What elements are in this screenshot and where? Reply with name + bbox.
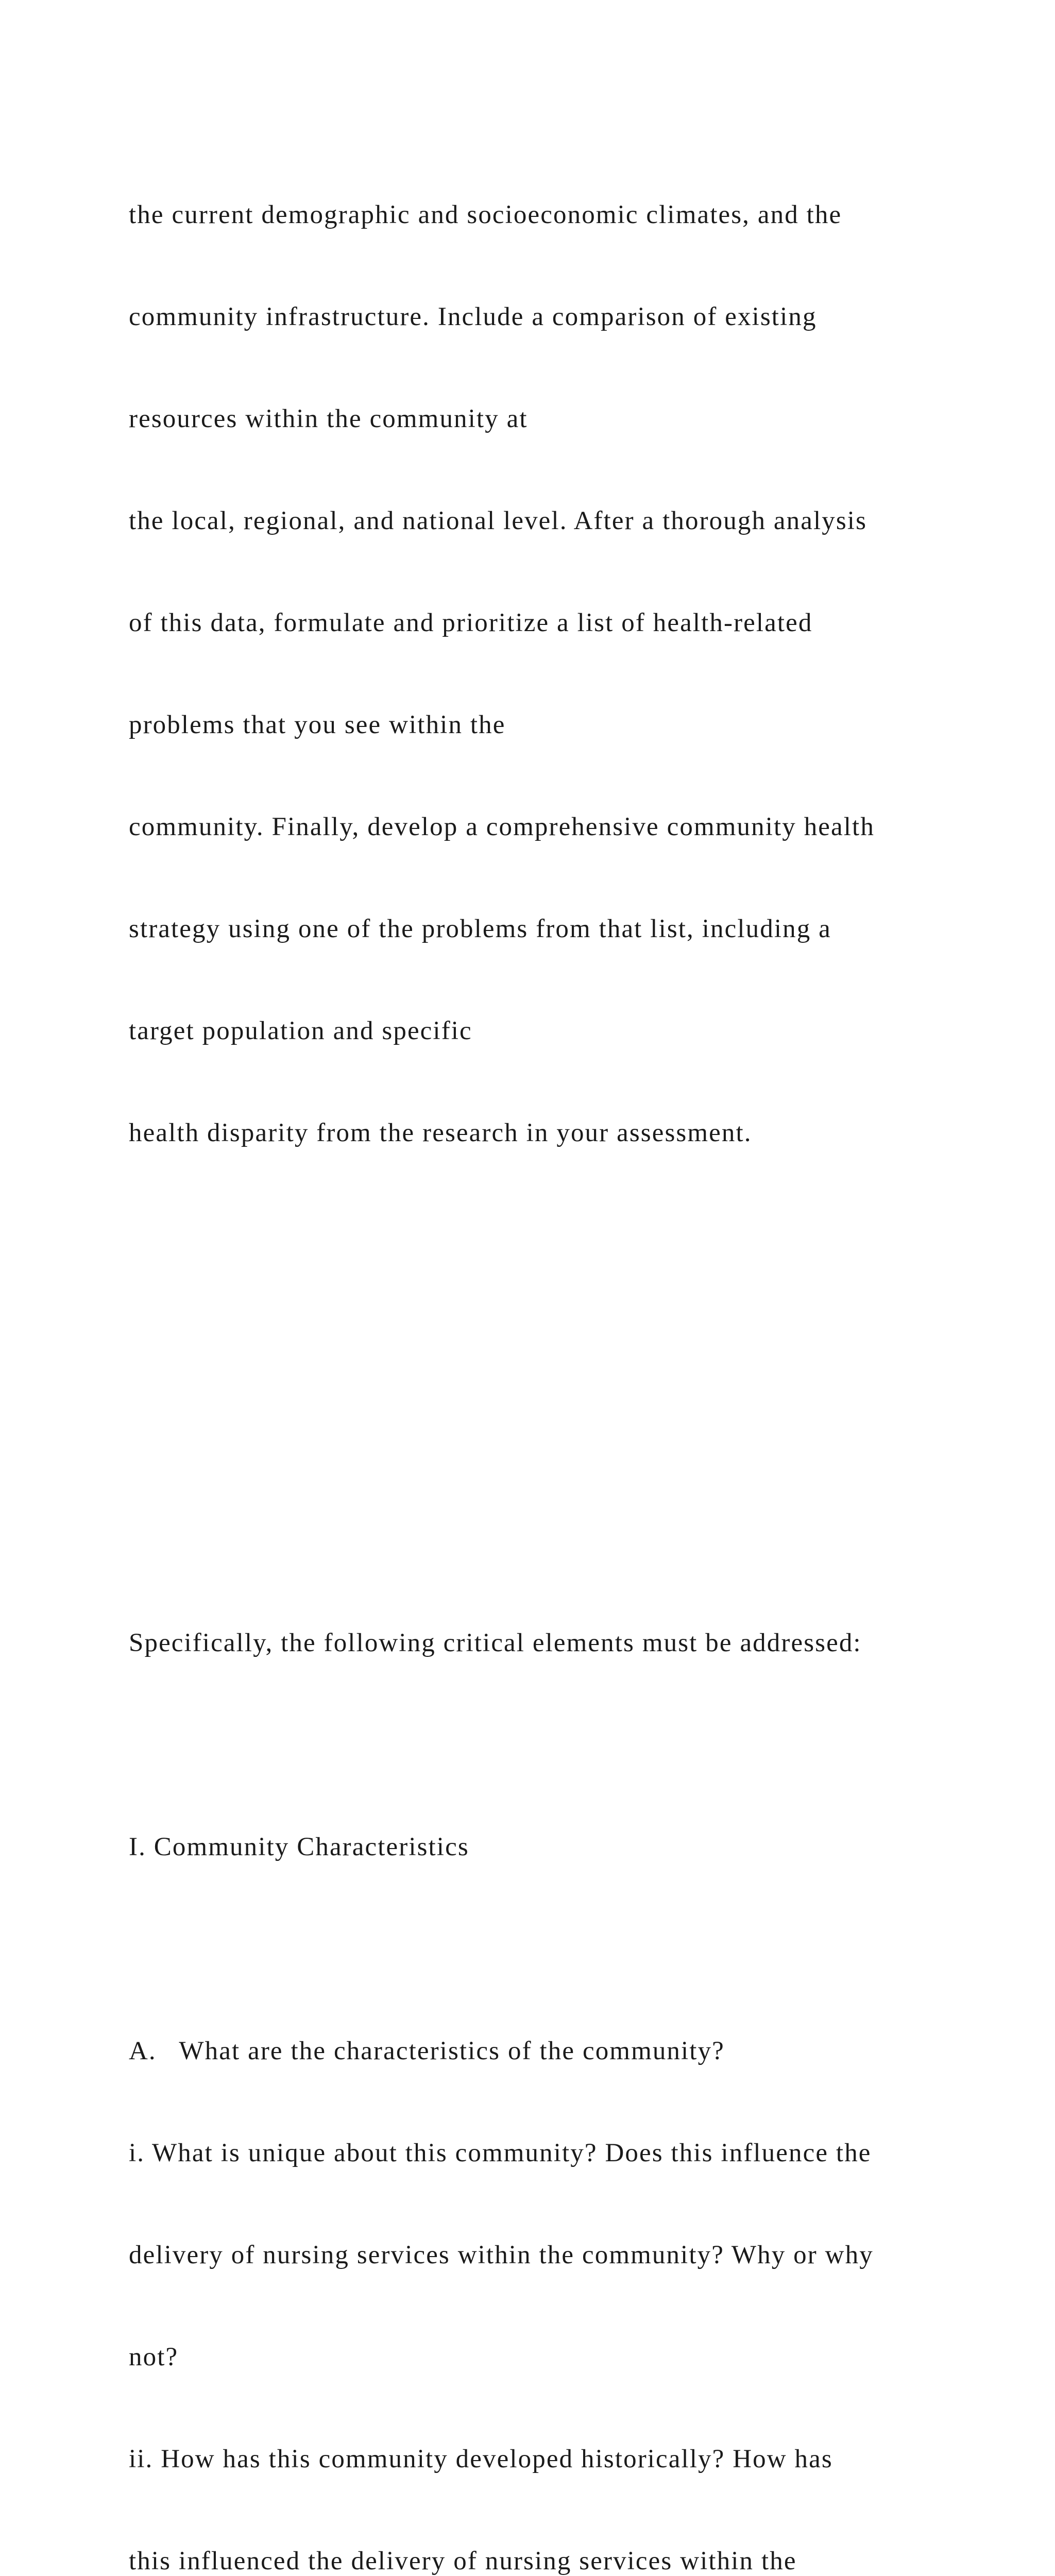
text-line: problems that you see within the: [129, 710, 506, 739]
document-body: [129, 130, 1005, 2576]
text-line: ii. How has this community developed historically? How has: [129, 2445, 833, 2473]
text-line: the local, regional, and national level. After a thorough analysis: [129, 506, 867, 535]
text-line: of this data, formulate and prioritize a list of health-related: [129, 608, 813, 637]
blank-line: [129, 1728, 1005, 1762]
text-line: resources within the community at: [129, 404, 528, 433]
text-line: this influenced the delivery of nursing services within the: [129, 2547, 797, 2575]
text-line: community. Finally, develop a comprehensive community health: [129, 812, 875, 841]
blank-line: [129, 1320, 1005, 1354]
text-line: strategy using one of the problems from that list, including a: [129, 914, 831, 943]
text-line: health disparity from the research in your assessment.: [129, 1118, 752, 1147]
section-heading: I. Community Characteristics: [129, 1833, 469, 1861]
blank-line: [129, 1218, 1005, 1252]
section-intro: Specifically, the following critical elements must be addressed:: [129, 1629, 862, 1657]
text-line: A. What are the characteristics of the community?: [129, 2037, 725, 2065]
text-line: the current demographic and socioeconomic climates, and the: [129, 200, 842, 229]
blank-line: [129, 1422, 1005, 1456]
text-line: delivery of nursing services within the community? Why or why: [129, 2241, 874, 2269]
blank-line: [129, 1932, 1005, 1966]
text-line: community infrastructure. Include a comparison of existing: [129, 302, 817, 331]
text-line: not?: [129, 2343, 179, 2371]
blank-line: [129, 1524, 1005, 1558]
text-line: i. What is unique about this community? Does this influence the: [129, 2139, 872, 2167]
text-line: target population and specific: [129, 1016, 472, 1045]
